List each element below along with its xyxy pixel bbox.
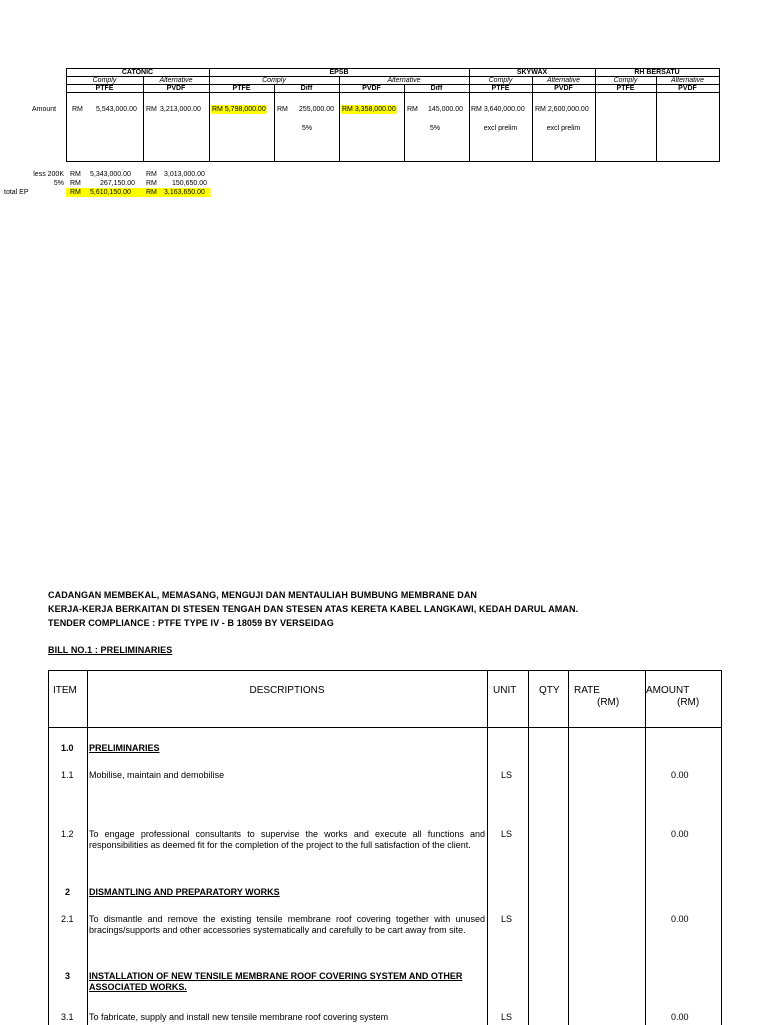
column-sub: PTFE [491,85,510,92]
currency: RM [72,106,83,113]
amount-value: 3,213,000.00 [160,106,201,113]
item-number: 3 [65,971,71,981]
column-sub: Diff [430,85,443,92]
item-unit: LS [501,914,513,924]
amount-value: 5,798,000.00 [224,106,266,113]
column-type: Comply [92,77,117,84]
header-rate: RATE [574,685,600,696]
document-title-line: KERJA-KERJA BERKAITAN DI STESEN TENGAH DAN STESEN ATAS KERETA KABEL LANGKAWI, KEDAH DARUL AMAN. [48,604,579,614]
column-sub: PVDF [166,85,186,92]
header-unit: UNIT [493,685,517,696]
column-type: Alternative [387,77,421,84]
amount-cell [535,106,589,113]
diff-value: 255,000.00 [299,106,335,113]
column-type: Alternative [670,77,705,84]
column-sub: Diff [300,85,313,92]
item-number: 3.1 [61,1012,74,1022]
amount-value: 3,640,000.00 [483,106,525,113]
document-title-line: CADANGAN MEMBEKAL, MEMASANG, MENGUJI DAN MENTAULIAH BUMBUNG MEMBRANE DAN [48,590,478,600]
vendor-name: SKYWAX [516,69,548,76]
column-sub: PTFE [232,85,251,92]
column-sub: PVDF [678,85,697,92]
table-border [66,92,720,93]
diff-percent: 5% [430,125,441,132]
summary-value: 5,610,150.00 [90,189,131,196]
item-unit: LS [501,829,513,839]
header-amount: AMOUNT [646,685,690,696]
item-description: To engage professional consultants to supervise the works and execute all functions and responsibilities as deemed fit for the completion of the project to the full satisfaction of the client. [89,829,485,850]
vendor-name: EPSB [329,69,349,76]
row-label: Amount [32,106,57,113]
item-number: 2 [65,887,71,897]
currency: RM [212,106,223,113]
currency: RM [471,106,482,113]
item-amount: 0.00 [671,1012,689,1022]
item-description: To dismantle and remove the existing tensile membrane roof covering together with unused bracings/supports and other accessories systematically and carefully to be cart away from site. [89,914,485,935]
currency: RM [277,106,288,113]
vendor-name: RH BERSATU [634,69,680,76]
currency: RM [146,106,157,113]
column-type: Alternative [159,77,193,84]
item-unit: LS [501,1012,513,1022]
summary-value: 267,150.00 [100,180,136,187]
item-description: Mobilise, maintain and demobilise [89,770,225,780]
item-number: 2.1 [61,914,74,924]
vendor-name: CATONIC [121,69,154,76]
table-border [66,161,720,162]
header-descriptions: DESCRIPTIONS [249,685,325,696]
item-number: 1.2 [61,829,74,839]
column-sub: PVDF [362,85,381,92]
section-heading: INSTALLATION OF NEW TENSILE MEMBRANE ROOF COVERING SYSTEM AND OTHER ASSOCIATED WORKS. [89,971,463,992]
item-number: 1.0 [61,743,74,753]
item-unit: LS [501,770,513,780]
currency: RM [535,106,546,113]
amount-value: 5,543,000.00 [96,106,137,113]
currency: RM [342,106,353,113]
section-heading: DISMANTLING AND PREPARATORY WORKS [89,887,280,897]
summary-value: 5,343,000.00 [90,171,131,178]
column-sub: PVDF [554,85,573,92]
note: excl prelim [546,125,581,132]
header-amount-unit: (RM) [677,697,700,708]
header-qty: QTY [539,685,560,696]
item-amount: 0.00 [671,829,689,839]
currency: RM [70,171,81,178]
column-type: Comply [488,77,513,84]
amount-value: 3,358,000.00 [354,106,396,113]
column-sub: PTFE [616,85,635,92]
currency: RM [407,106,418,113]
note: excl prelim [483,125,518,132]
diff-percent: 5% [302,125,313,132]
summary-label: total EP [4,189,29,196]
currency: RM [146,189,157,196]
currency: RM [70,180,81,187]
amount-value: 2,600,000.00 [547,106,589,113]
column-sub: PTFE [95,85,114,92]
column-type: Alternative [546,77,581,84]
summary-value: 3,013,000.00 [164,171,205,178]
summary-label: 5% [53,180,64,187]
item-description: To fabricate, supply and install new tensile membrane roof covering system [89,1012,389,1022]
header-item: ITEM [53,685,77,696]
diff-value: 145,000.00 [428,106,464,113]
amount-highlight [341,105,397,114]
column-type: Comply [613,77,638,84]
currency: RM [146,171,157,178]
header-rate-unit: (RM) [597,697,620,708]
column-type: Comply [262,77,286,84]
amount-cell [471,106,525,113]
summary-value: 3,163,650.00 [164,189,205,196]
item-amount: 0.00 [671,770,689,780]
currency: RM [70,189,81,196]
summary-value: 150,650.00 [172,180,208,187]
section-heading: PRELIMINARIES [89,743,160,753]
bill-table [48,670,722,1025]
amount-highlight [211,105,267,114]
bill-title: BILL NO.1 : PRELIMINARIES [48,645,173,655]
summary-label: less 200K [33,171,64,178]
document-title-line: TENDER COMPLIANCE : PTFE TYPE IV - B 18059 BY VERSEIDAG [48,618,334,628]
item-number: 1.1 [61,770,74,780]
currency: RM [146,180,157,187]
item-amount: 0.00 [671,914,689,924]
